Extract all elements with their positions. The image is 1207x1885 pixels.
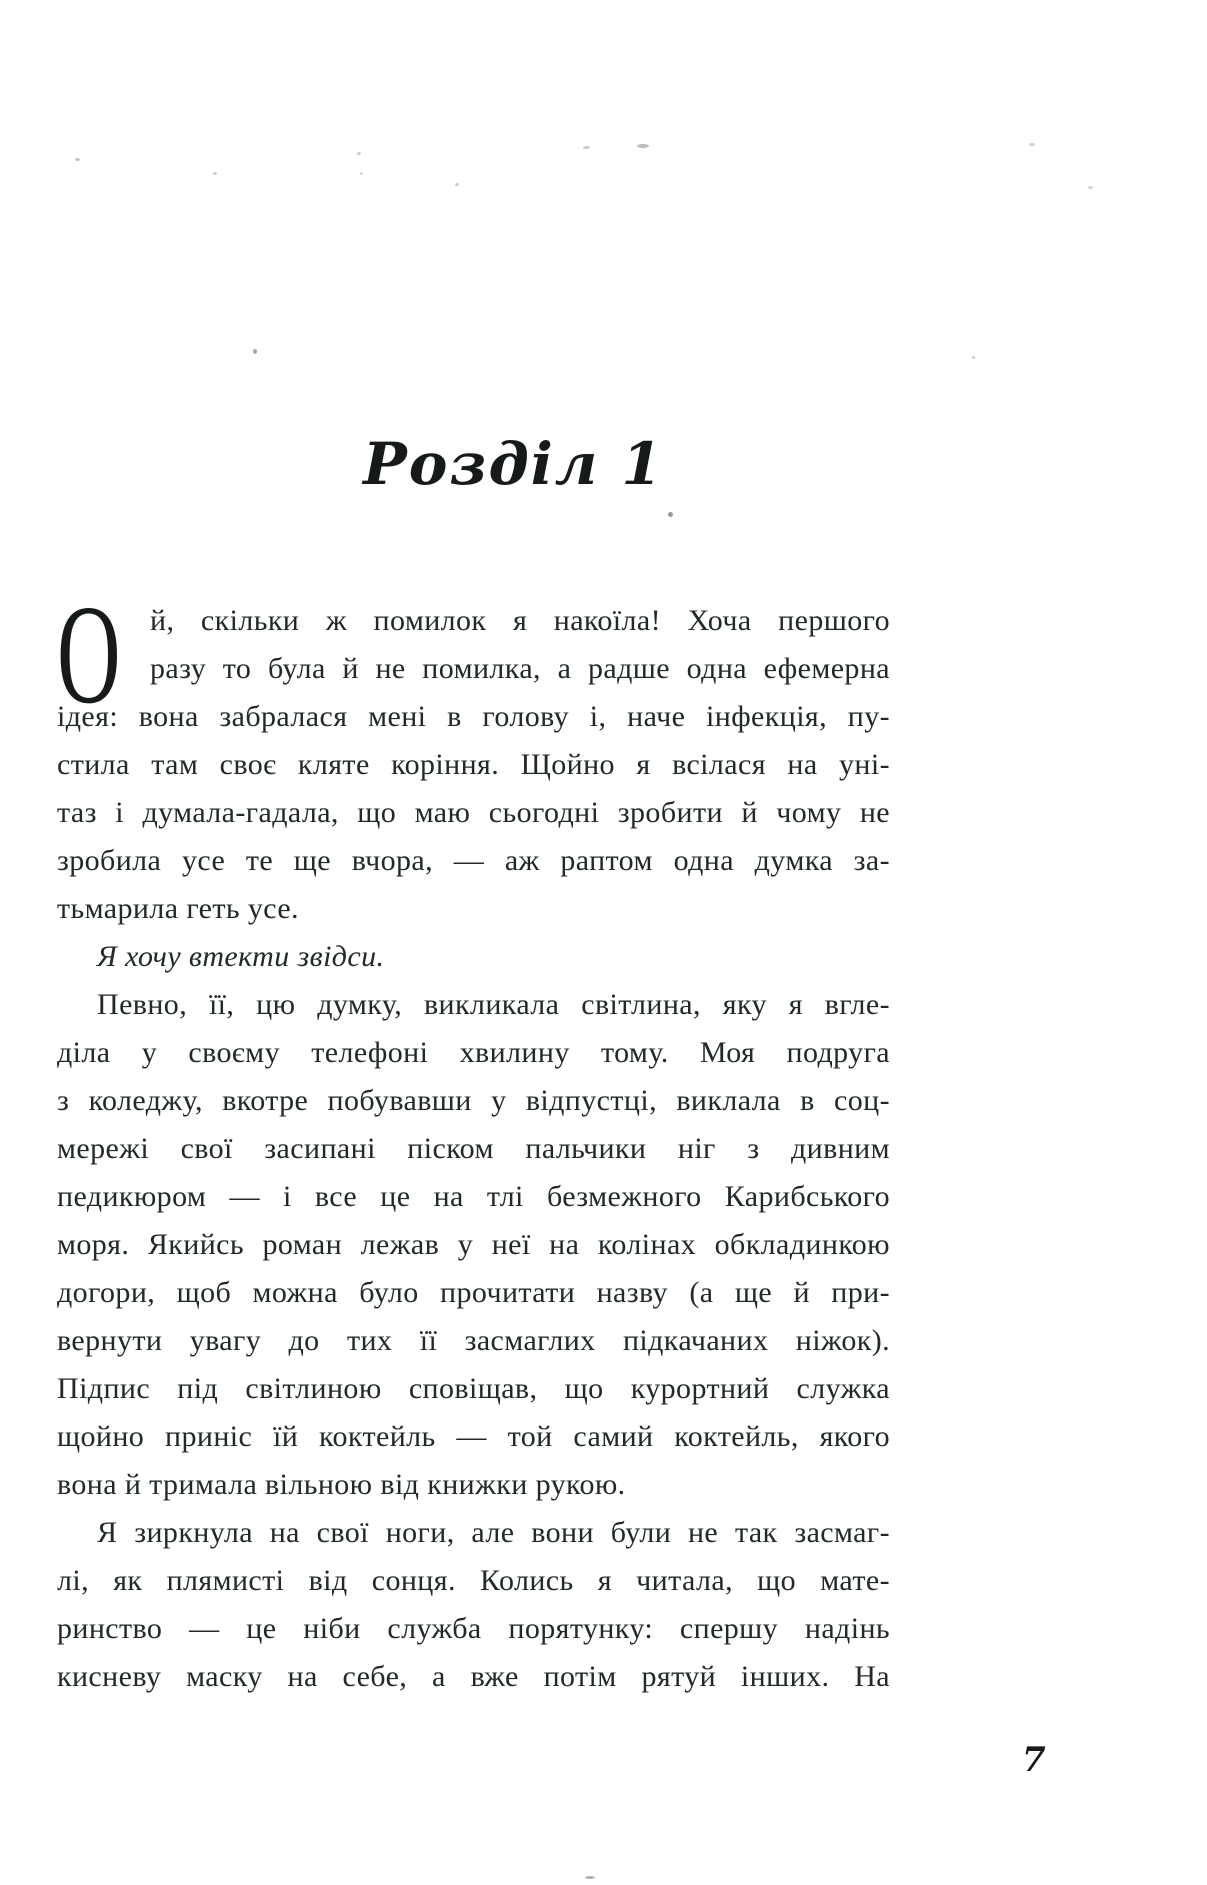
- chapter-heading: Розділ 1: [363, 430, 664, 498]
- scan-speck: [357, 152, 361, 155]
- scan-speck: [972, 356, 975, 359]
- scan-speck: [668, 512, 673, 517]
- text-line: Підпис під світлиною сповіщав, що курортний служка: [57, 1372, 890, 1405]
- text-line: таз і думала-гадала, що маю сьогодні зробити й чому не: [57, 796, 890, 829]
- text-line: кисневу маску на себе, а вже потім рятуй інших. На: [57, 1660, 890, 1693]
- scan-speck: [455, 183, 459, 186]
- drop-cap: [57, 575, 141, 733]
- text-line: Я хочу втекти звідси.: [97, 940, 385, 973]
- text-line: ідея: вона забралася мені в голову і, наче інфекція, пу-: [57, 700, 890, 733]
- text-line: Я зиркнула на свої ноги, але вони були не так засмаг-: [97, 1516, 890, 1549]
- paragraph: [57, 1509, 890, 1701]
- scan-speck: [637, 144, 649, 148]
- drop-cap-letter: О: [57, 575, 121, 733]
- paragraph: [57, 981, 890, 1509]
- text-line: лі, як плямисті від сонця. Колись я читала, що мате-: [57, 1564, 890, 1597]
- paragraph: [57, 933, 890, 981]
- scan-speck: [253, 349, 257, 354]
- scan-speck: [1029, 143, 1035, 146]
- text-line: разу то була й не помилка, а радше одна ефемерна: [150, 652, 890, 685]
- paragraph: [57, 575, 890, 933]
- scan-speck: [360, 172, 363, 175]
- scan-speck: [75, 158, 80, 161]
- text-line: й, скільки ж помилок я накоїла! Хоча першого: [150, 604, 890, 637]
- text-line: вернути увагу до тих її засмаглих підкачаних ніжок).: [57, 1324, 890, 1357]
- text-line: догори, щоб можна було прочитати назву (а ще й при-: [57, 1276, 890, 1309]
- scan-speck: [1088, 186, 1093, 189]
- scan-speck: [213, 172, 217, 175]
- text-line: ринство — це ніби служба порятунку: спершу надінь: [57, 1612, 890, 1645]
- scan-speck: [585, 1876, 595, 1879]
- text-line: Певно, її, цю думку, викликала світлина, яку я вгле-: [97, 988, 890, 1021]
- text-line: з коледжу, вкотре побувавши у відпустці, виклала в соц-: [57, 1084, 890, 1117]
- text-line: стила там своє кляте коріння. Щойно я всілася на уні-: [57, 748, 890, 781]
- text-block: [57, 575, 890, 1701]
- page-number: 7: [1022, 1740, 1046, 1780]
- text-line: педикюром — і все це на тлі безмежного Карибського: [57, 1180, 890, 1213]
- text-line: тьмарила геть усе.: [57, 892, 299, 925]
- text-line: мережі свої засипані піском пальчики ніг з дивним: [57, 1132, 890, 1165]
- text-line: зробила усе те ще вчора, — аж раптом одна думка за-: [57, 844, 890, 877]
- text-line: діла у своєму телефоні хвилину тому. Моя подруга: [57, 1036, 890, 1069]
- scan-speck: [583, 146, 590, 149]
- text-line: вона й тримала вільною від книжки рукою.: [57, 1468, 626, 1501]
- text-line: щойно приніс їй коктейль — той самий коктейль, якого: [57, 1420, 890, 1453]
- text-line: моря. Якийсь роман лежав у неї на колінах обкладинкою: [57, 1228, 890, 1261]
